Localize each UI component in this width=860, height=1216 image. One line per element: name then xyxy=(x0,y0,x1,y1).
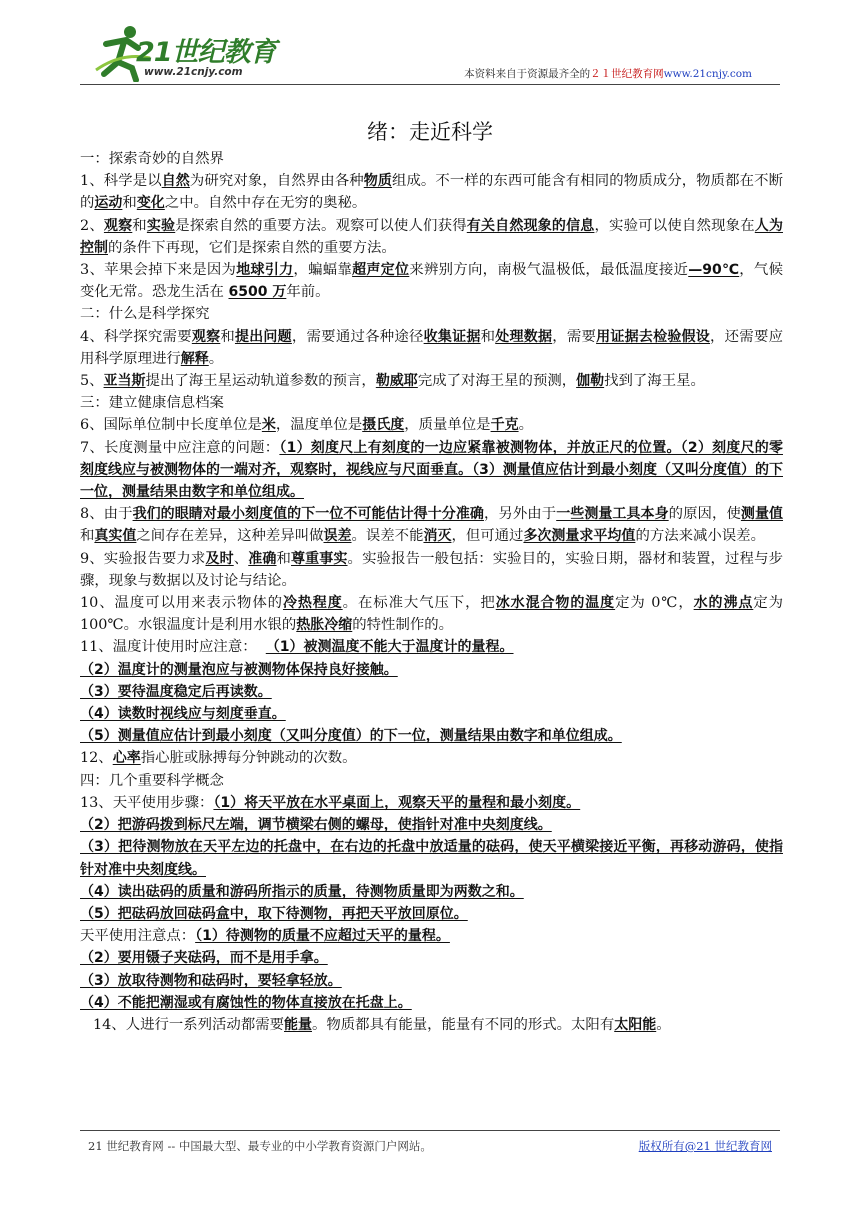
key-term: 用证据去检验假设 xyxy=(596,328,711,345)
text-run: ，需要 xyxy=(552,328,597,345)
key-term: 地球引力 xyxy=(236,262,294,279)
key-term: （3）要待温度稳定后再读数。 xyxy=(80,683,272,700)
paragraph-3 xyxy=(80,259,783,303)
key-term: （4）不能把潮湿或有腐蚀性的物体直接放在托盘上。 xyxy=(80,994,412,1011)
list-item xyxy=(80,814,783,836)
paragraph-2 xyxy=(80,215,783,259)
text-run: 。误差不能 xyxy=(351,528,424,545)
key-term: 自然 xyxy=(161,173,190,190)
key-term: 收集证据 xyxy=(423,328,481,345)
text-run: 之中。自然中存在无穷的奥秘。 xyxy=(164,195,367,212)
key-term: 运动 xyxy=(94,195,123,212)
text-run: 指心脏或脉搏每分钟跳动的次数。 xyxy=(140,750,357,767)
key-term: 摄氏度 xyxy=(362,417,405,434)
page-title: 绪：走近科学 xyxy=(367,120,493,144)
key-term: 太阳能 xyxy=(614,1016,657,1033)
text-run: ，蝙蝠靠 xyxy=(293,262,353,279)
text-run: ，但可通过 xyxy=(451,528,524,545)
text-run: ，温度单位是 xyxy=(275,417,363,434)
section-heading: 二：什么是科学探究 xyxy=(80,306,210,323)
text-run: 的条件下再现，它们是探索自然的重要方法。 xyxy=(108,239,396,256)
section-heading: 一：探索奇妙的自然界 xyxy=(80,151,224,167)
text-run: 来辨别方向，南极气温极低，最低温度接近 xyxy=(409,262,689,279)
list-item xyxy=(80,970,783,992)
header-divider xyxy=(80,84,780,85)
paragraph-8 xyxy=(80,503,783,547)
text-run: ，实验可以使自然现象在 xyxy=(594,217,755,234)
header-note xyxy=(464,66,752,81)
text-run: 3、苹果会掉下来是因为 xyxy=(80,262,237,279)
text-run: 7、长度测量中应注意的问题： xyxy=(80,439,280,456)
section-heading: 四：几个重要科学概念 xyxy=(80,772,224,789)
key-term: （3）放取待测物和砝码时，要轻拿轻放。 xyxy=(80,972,342,989)
key-term: 物质 xyxy=(363,173,392,190)
key-term: 真实值 xyxy=(94,528,137,545)
paragraph-14 xyxy=(80,1014,783,1036)
key-term: （2）把游码拨到标尺左端，调节横梁右侧的螺母，使指针对准中央刻度线。 xyxy=(80,817,552,834)
document-body xyxy=(80,148,783,1036)
key-term: （2）温度计的测量泡应与被测物体保持良好接触。 xyxy=(80,661,398,678)
logo-text: 21世纪教育 xyxy=(136,37,276,68)
text-run: 完成了对海王星的预测， xyxy=(417,373,577,390)
copyright-link[interactable]: 版权所有@21 世纪教育网 xyxy=(638,1139,772,1153)
key-term: 千克 xyxy=(490,417,519,434)
key-term: 热胀冷缩 xyxy=(296,617,353,634)
key-term: 实验 xyxy=(146,217,176,234)
key-term: 一些测量工具本身 xyxy=(556,506,669,523)
paragraph-12 xyxy=(80,747,783,769)
key-term: （3）把待测物放在天平左边的托盘中，在右边的托盘中放适量的砝码，使天平横梁接近平衡，再移动游码，使指针对准中央刻度线。 xyxy=(80,839,783,878)
list-item xyxy=(80,659,783,681)
text-run: 和 xyxy=(132,217,147,234)
paragraph-11 xyxy=(80,636,783,658)
key-term: （2）要用镊子夹砝码，而不是用手拿。 xyxy=(80,950,328,967)
text-run: 6、国际单位制中长度单位是 xyxy=(80,417,262,434)
footer-text: 21 世纪教育网 -- 中国最大型、最专业的中小学教育资源门户网站。 xyxy=(88,1139,432,1153)
header-note-prefix: 本资料来自于资源最齐全的 xyxy=(464,68,591,80)
key-term: 水的沸点 xyxy=(693,595,754,612)
key-term: （5）把砝码放回砝码盒中，取下待测物，再把天平放回原位。 xyxy=(80,905,468,922)
list-item xyxy=(80,992,783,1014)
text-run: 和 xyxy=(480,328,496,345)
header-note-url[interactable]: www.21cnjy.com xyxy=(663,68,752,80)
text-run: 10、温度可以用来表示物体的 xyxy=(80,595,283,612)
text-run: 。 xyxy=(656,1016,671,1033)
paragraph-5 xyxy=(80,370,783,392)
text-run: 、 xyxy=(233,550,249,567)
key-term: 多次测量求平均值 xyxy=(523,528,636,545)
key-term: （1）刻度尺上有刻度的一边应紧靠被测物体，并放正尺的位置。（2）刻度尺的零刻度线应与被测物体的一端对齐，观察时，视线应与尺面垂直。（3）测量值应估计到最小刻度（又叫分度值）的下一位，测量结果由数字和单位组成。 xyxy=(80,439,783,501)
key-term: 亚当斯 xyxy=(103,373,146,390)
text-run: 和 xyxy=(220,328,235,345)
key-term: 冷热程度 xyxy=(282,595,343,612)
text-run: 。 xyxy=(208,350,224,367)
text-run: 4、科学探究需要 xyxy=(80,328,192,345)
paragraph-7 xyxy=(80,437,783,504)
text-run: ，还需要应用科学原理进行 xyxy=(80,328,783,367)
key-term: （1）将天平放在水平桌面上，观察天平的量程和最小刻度。 xyxy=(213,794,581,811)
key-term: （1）被测温度不能大于温度计的量程。 xyxy=(265,639,514,656)
list-item xyxy=(80,881,783,903)
paragraph-13 xyxy=(80,792,783,814)
text-run: 和 xyxy=(276,550,292,567)
key-term: —90℃ xyxy=(688,262,740,279)
logo-url: www.21cnjy.com xyxy=(144,66,243,78)
site-logo[interactable] xyxy=(92,22,292,92)
key-term: 尊重事实 xyxy=(291,550,348,567)
key-term: 准确 xyxy=(248,550,277,567)
text-run: 定为 100℃。水银温度计是利用水银的 xyxy=(80,595,784,634)
header-note-brand[interactable]: ２１世纪教育网 xyxy=(590,68,664,80)
section-heading: 三：建立健康信息档案 xyxy=(80,395,224,412)
key-term: 伽勒 xyxy=(576,373,605,390)
list-item xyxy=(80,703,783,725)
paragraph-9 xyxy=(80,548,783,592)
text-run: 13、天平使用步骤： xyxy=(80,794,214,811)
paragraph-10 xyxy=(80,592,783,636)
text-run: 是探索自然的重要方法。观察可以使人们获得 xyxy=(175,217,467,234)
list-item xyxy=(80,836,783,880)
text-run: 找到了海王星。 xyxy=(604,373,705,390)
text-run: 14、人进行一系列活动都需要 xyxy=(93,1016,284,1033)
list-item xyxy=(80,947,783,969)
text-run: 的原因，使 xyxy=(668,506,741,523)
key-term: 消灭 xyxy=(423,528,452,545)
key-term: 有关自然现象的信息 xyxy=(466,217,595,234)
text-run: 定为 0℃， xyxy=(615,595,694,612)
key-term: 勒威耶 xyxy=(375,373,418,390)
key-term: 冰水混合物的温度 xyxy=(495,595,616,612)
footer-divider xyxy=(80,1130,780,1131)
list-item xyxy=(80,681,783,703)
text-run: 12、 xyxy=(80,750,113,767)
text-run: 组成。不一样的东西可能含有相同的物质成分，物质都在不断的 xyxy=(80,173,784,212)
key-term: （5）测量值应估计到最小刻度（又叫分度值）的下一位，测量结果由数字和单位组成。 xyxy=(80,728,622,745)
key-term: 解释 xyxy=(180,350,209,367)
key-term: 误差 xyxy=(323,528,352,545)
text-run: 天平使用注意点： xyxy=(80,928,196,945)
key-term: 人为控制 xyxy=(80,217,783,256)
list-item xyxy=(80,725,783,747)
text-run: ，质量单位是 xyxy=(404,417,491,434)
key-term: 6500 万 xyxy=(228,284,287,301)
list-item xyxy=(80,903,783,925)
paragraph-4 xyxy=(80,326,783,370)
text-run: ，另外由于 xyxy=(483,506,557,523)
key-term: 心率 xyxy=(112,750,141,767)
key-term: 能量 xyxy=(284,1016,312,1033)
text-run: 1、科学是以 xyxy=(80,173,162,190)
balance-notes xyxy=(80,925,783,947)
paragraph-6 xyxy=(80,414,783,436)
text-run: 和 xyxy=(122,195,137,212)
text-run: 8、由于 xyxy=(80,506,133,523)
text-run: 2、 xyxy=(80,217,104,234)
text-run: 11、温度计使用时应注意： xyxy=(80,639,257,656)
text-run: 。 xyxy=(518,417,533,434)
text-run: ，需要通过各种途径 xyxy=(291,328,424,345)
key-term: 测量值 xyxy=(740,506,784,523)
text-run: 。物质都具有能量，能量有不同的形式。太阳有 xyxy=(312,1016,615,1033)
key-term: （1）待测物的质量不应超过天平的量程。 xyxy=(195,928,450,945)
key-term: 提出问题 xyxy=(234,328,292,345)
key-term: 我们的眼睛对最小刻度值的下一位不可能估计得十分准确 xyxy=(132,506,484,523)
text-run: 的特性制作的。 xyxy=(352,617,454,634)
key-term: 米 xyxy=(261,417,276,434)
text-run: 提出了海王星运动轨道参数的预言， xyxy=(145,373,376,390)
key-term: （4）读数时视线应与刻度垂直。 xyxy=(80,706,286,723)
text-run: 为研究对象，自然界由各种 xyxy=(189,173,364,190)
text-run: 年前。 xyxy=(286,284,330,301)
key-term: 及时 xyxy=(205,550,234,567)
paragraph-1 xyxy=(80,170,783,214)
text-run: 。在标准大气压下，把 xyxy=(342,595,496,612)
key-term: 处理数据 xyxy=(495,328,553,345)
text-run: ，气候变化无常。恐龙生活在 xyxy=(80,262,783,301)
key-term: 观察 xyxy=(191,328,221,345)
key-term: 观察 xyxy=(103,217,133,234)
key-term: 超声定位 xyxy=(352,262,410,279)
text-run: 5、 xyxy=(80,373,104,390)
text-run: 9、实验报告要力求 xyxy=(80,550,206,567)
key-term: 变化 xyxy=(136,195,165,212)
text-run: 。实验报告一般包括：实验目的，实验日期，器材和装置，过程与步骤，现象与数据以及讨论与结论。 xyxy=(80,550,783,589)
text-run: 之间存在差异，这种差异叫做 xyxy=(136,528,324,545)
key-term: （4）读出砝码的质量和游码所指示的质量，待测物质量即为两数之和。 xyxy=(80,883,524,900)
text-run: 的方法来减小误差。 xyxy=(635,528,765,545)
text-run: 和 xyxy=(80,528,95,545)
